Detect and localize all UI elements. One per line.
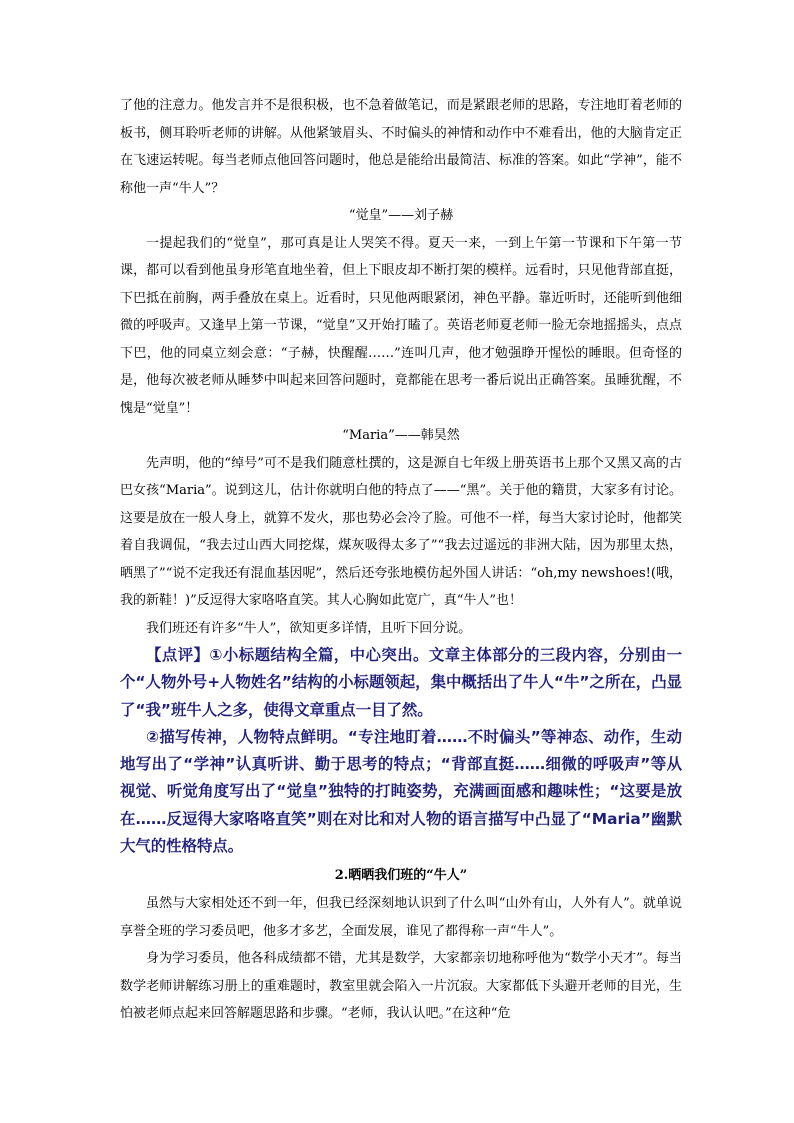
section-title: 2.晒晒我们班的“牛人”: [334, 868, 468, 884]
comment-paragraph-1: [120, 642, 682, 724]
comment-tag: 【点评】: [146, 646, 210, 664]
section-paragraph-1: 虽然与大家相处还不到一年，但我已经深刻地认识到了什么叫“山外有山，人外有人”。就单说享誉全班的学习委员吧，他多才多艺，全面发展，谁见了都得称一声“牛人”。: [120, 896, 682, 939]
subtitle-juehuang: “觉皇”——刘子赫: [348, 208, 454, 223]
subtitle-maria: “Maria”——韩昊然: [342, 428, 460, 443]
paragraph-xueshen-end: 了他的注意力。他发言并不是很积极，也不急着做笔记，而是紧跟老师的思路，专注地盯着老师的板书，侧耳聆听老师的讲解。从他紧皱眉头、不时偏头的神情和动作中不难看出，他的大脑肯定正在飞速运转呢。每当老师点他回答问题时，他总是能给出最简洁、标准的答案。如此“学神”，能不称他一声“牛人”？: [120, 98, 682, 196]
comment-paragraph-2: ②描写传神，人物特点鲜明。“专注地盯着……不时偏头”等神态、动作，生动地写出了“学神”认真听讲、勤于思考的特点；“背部直挺……细微的呼吸声”等从视觉、听觉角度写出了“觉皇”独特的打盹姿势，充满画面感和趣味性；“这要是放在……反逗得大家咯咯直笑”则在对比和对人物的语言描写中凸显了“Maria”幽默大气的性格特点。: [120, 727, 682, 856]
section-paragraph-2: 身为学习委员，他各科成绩都不错，尤其是数学，大家都亲切地称呼他为“数学小天才”。每当数学老师讲解练习册上的重难题时，教室里就会陷入一片沉寂。大家都低下头避开老师的目光，生怕被老师点起来回答解题思路和步骤。“老师，我认认吧。”在这种“危: [120, 951, 682, 1022]
comment-text-1: ①小标题结构全篇，中心突出。文章主体部分的三段内容，分别由一个“人物外号+人物姓名”结构的小标题领起，集中概括出了牛人“牛”之所在，凸显了“我”班牛人之多，使得文章重点一目了然。: [120, 646, 682, 719]
paragraph-juehuang: 一提起我们的“觉皇”，那可真是让人哭笑不得。夏天一来，一到上午第一节课和下午第一节课，都可以看到他虽身形笔直地坐着，但上下眼皮却不断打架的模样。远看时，只见他背部直挺，下巴抵在前胸，两手叠放在桌上。近看时，只见他两眼紧闭，神色平静。靠近听时，还能听到他细微的呼吸声。又逢早上第一节课，“觉皇”又开始打瞌了。英语老师夏老师一脸无奈地摇摇头，点点下巴，他的同桌立刻会意：“子赫，快醒醒……”连叫几声，他才勉强睁开惺忪的睡眼。但奇怪的是，他每次被老师从睡梦中叫起来回答问题时，竟都能在思考一番后说出正确答案。虽睡犹醒，不愧是“觉皇”！: [120, 235, 682, 416]
paragraph-maria: 先声明，他的“绰号”可不是我们随意杜撰的，这是源自七年级上册英语书上那个又黑又高的古巴女孩“Maria”。说到这儿，估计你就明白他的特点了——“黑”。关于他的籍贯，大家多有讨论。这要是放在一般人身上，就算不发火，那也势必会冷了脸。可他不一样，每当大家讨论时，他都笑着自我调侃，“我去过山西大同挖煤，煤灰吸得太多了”“我去过遥远的非洲大陆，因为那里太热，晒黑了”“说不定我还有混血基因呢”，然后还夸张地模仿起外国人讲话：“oh,my newshoes!(哦，我的新鞋！)”反逗得大家咯咯直笑。其人心胸如此宽广，真“牛人”也！: [120, 455, 682, 608]
paragraph-closing: 我们班还有许多“牛人”，欲知更多详情，且听下回分说。: [146, 620, 472, 636]
document-body: [120, 92, 682, 1028]
